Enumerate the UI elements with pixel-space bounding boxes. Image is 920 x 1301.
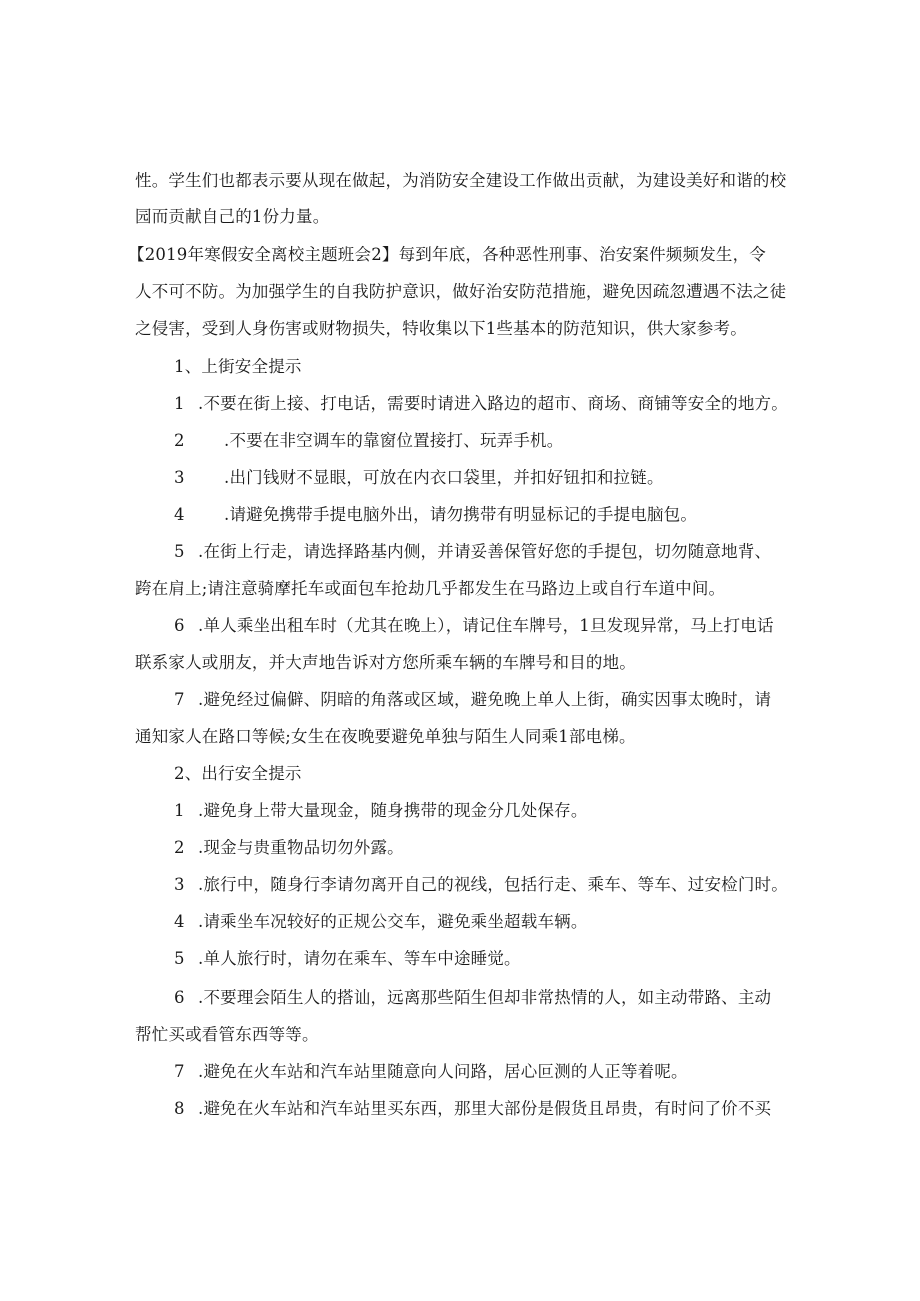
item-number: 4 <box>174 505 185 524</box>
item-text: .避免身上带大量现金，随身携带的现金分几处保存。 <box>198 801 588 820</box>
list-item-continuation: 帮忙买或看管东西等等。 <box>135 1025 319 1044</box>
list-item <box>174 467 664 489</box>
item-number: 1 <box>174 801 185 820</box>
item-text: .旅行中，随身行李请勿离开自己的视线，包括行走、乘车、等车、过安检门时。 <box>198 875 788 894</box>
list-item <box>174 911 588 933</box>
list-item <box>174 430 563 452</box>
item-text: .请避免携带手提电脑外出，请勿携带有明显标记的手提电脑包。 <box>224 505 698 524</box>
intro-line-2: 人不可不防。为加强学生的自我防护意识，做好治安防范措施，避免因疏忽遭遇不法之徒 <box>135 282 787 301</box>
list-item <box>174 837 404 859</box>
list-item <box>174 689 771 711</box>
list-item <box>174 541 771 563</box>
item-text: .出门钱财不显眼，可放在内衣口袋里，并扣好钮扣和拉链。 <box>224 468 664 487</box>
item-text: .避免在火车站和汽车站里随意向人问路，居心叵测的人正等着呢。 <box>198 1062 688 1081</box>
item-number: 5 <box>174 949 185 968</box>
item-number: 2 <box>174 838 185 857</box>
list-item-continuation: 通知家人在路口等候;女生在夜晚要避免单独与陌生人同乘1部电梯。 <box>135 727 636 746</box>
intro-line-1: 【2019年寒假安全离校主题班会2】每到年底，各种恶性刑事、治安案件频频发生，令 <box>128 245 766 264</box>
item-text: .单人旅行时，请勿在乘车、等车中途睡觉。 <box>198 949 521 968</box>
item-text: .不要理会陌生人的搭讪，远离那些陌生但却非常热情的人，如主动带路、主动 <box>198 988 772 1007</box>
item-text: .不要在街上接、打电话，需要时请进入路边的超市、商场、商铺等安全的地方。 <box>198 394 788 413</box>
item-number: 3 <box>174 468 185 487</box>
list-item <box>174 1061 688 1083</box>
section-heading-street-safety: 1、上街安全提示 <box>174 357 302 376</box>
section-heading-travel-safety: 2、出行安全提示 <box>174 764 302 783</box>
item-number: 5 <box>174 542 185 561</box>
list-item <box>174 948 521 970</box>
item-number: 7 <box>174 690 185 709</box>
continuation-line-1: 性。学生们也都表示要从现在做起，为消防安全建设工作做出贡献，为建设美好和谐的校 <box>135 171 787 190</box>
item-number: 6 <box>174 988 185 1007</box>
item-number: 6 <box>174 616 185 635</box>
list-item <box>174 800 588 822</box>
item-number: 3 <box>174 875 185 894</box>
item-number: 4 <box>174 912 185 931</box>
item-text: .单人乘坐出租车时（尤其在晚上），请记住车牌号，1旦发现异常，马上打电话 <box>198 616 774 635</box>
item-text: .请乘坐车况较好的正规公交车，避免乘坐超载车辆。 <box>198 912 588 931</box>
list-item <box>174 874 788 896</box>
item-number: 8 <box>174 1099 185 1118</box>
item-text: .不要在非空调车的靠窗位置接打、玩弄手机。 <box>224 431 564 450</box>
item-number: 2 <box>174 431 185 450</box>
item-text: .避免在火车站和汽车站里买东西，那里大部份是假货且昂贵，有时问了价不买 <box>198 1099 772 1118</box>
intro-line-3: 之侵害，受到人身伤害或财物损失，特收集以下1些基本的防范知识，供大家参考。 <box>135 319 747 338</box>
continuation-line-2: 园而贡献自己的1份力量。 <box>135 207 330 226</box>
list-item <box>174 987 771 1009</box>
list-item <box>174 504 697 526</box>
item-text: .现金与贵重物品切勿外露。 <box>198 838 404 857</box>
list-item-continuation: 跨在肩上;请注意骑摩托车或面包车抢劫几乎都发生在马路边上或自行车道中间。 <box>135 579 726 598</box>
list-item <box>174 615 774 637</box>
item-text: .在街上行走，请选择路基内侧，并请妥善保管好您的手提包，切勿随意地背、 <box>198 542 772 561</box>
list-item <box>174 393 788 415</box>
item-number: 1 <box>174 394 185 413</box>
list-item <box>174 1098 771 1120</box>
item-number: 7 <box>174 1062 185 1081</box>
list-item-continuation: 联系家人或朋友，并大声地告诉对方您所乘车辆的车牌号和目的地。 <box>135 653 636 672</box>
item-text: .避免经过偏僻、阴暗的角落或区域，避免晚上单人上街，确实因事太晚时，请 <box>198 690 772 709</box>
